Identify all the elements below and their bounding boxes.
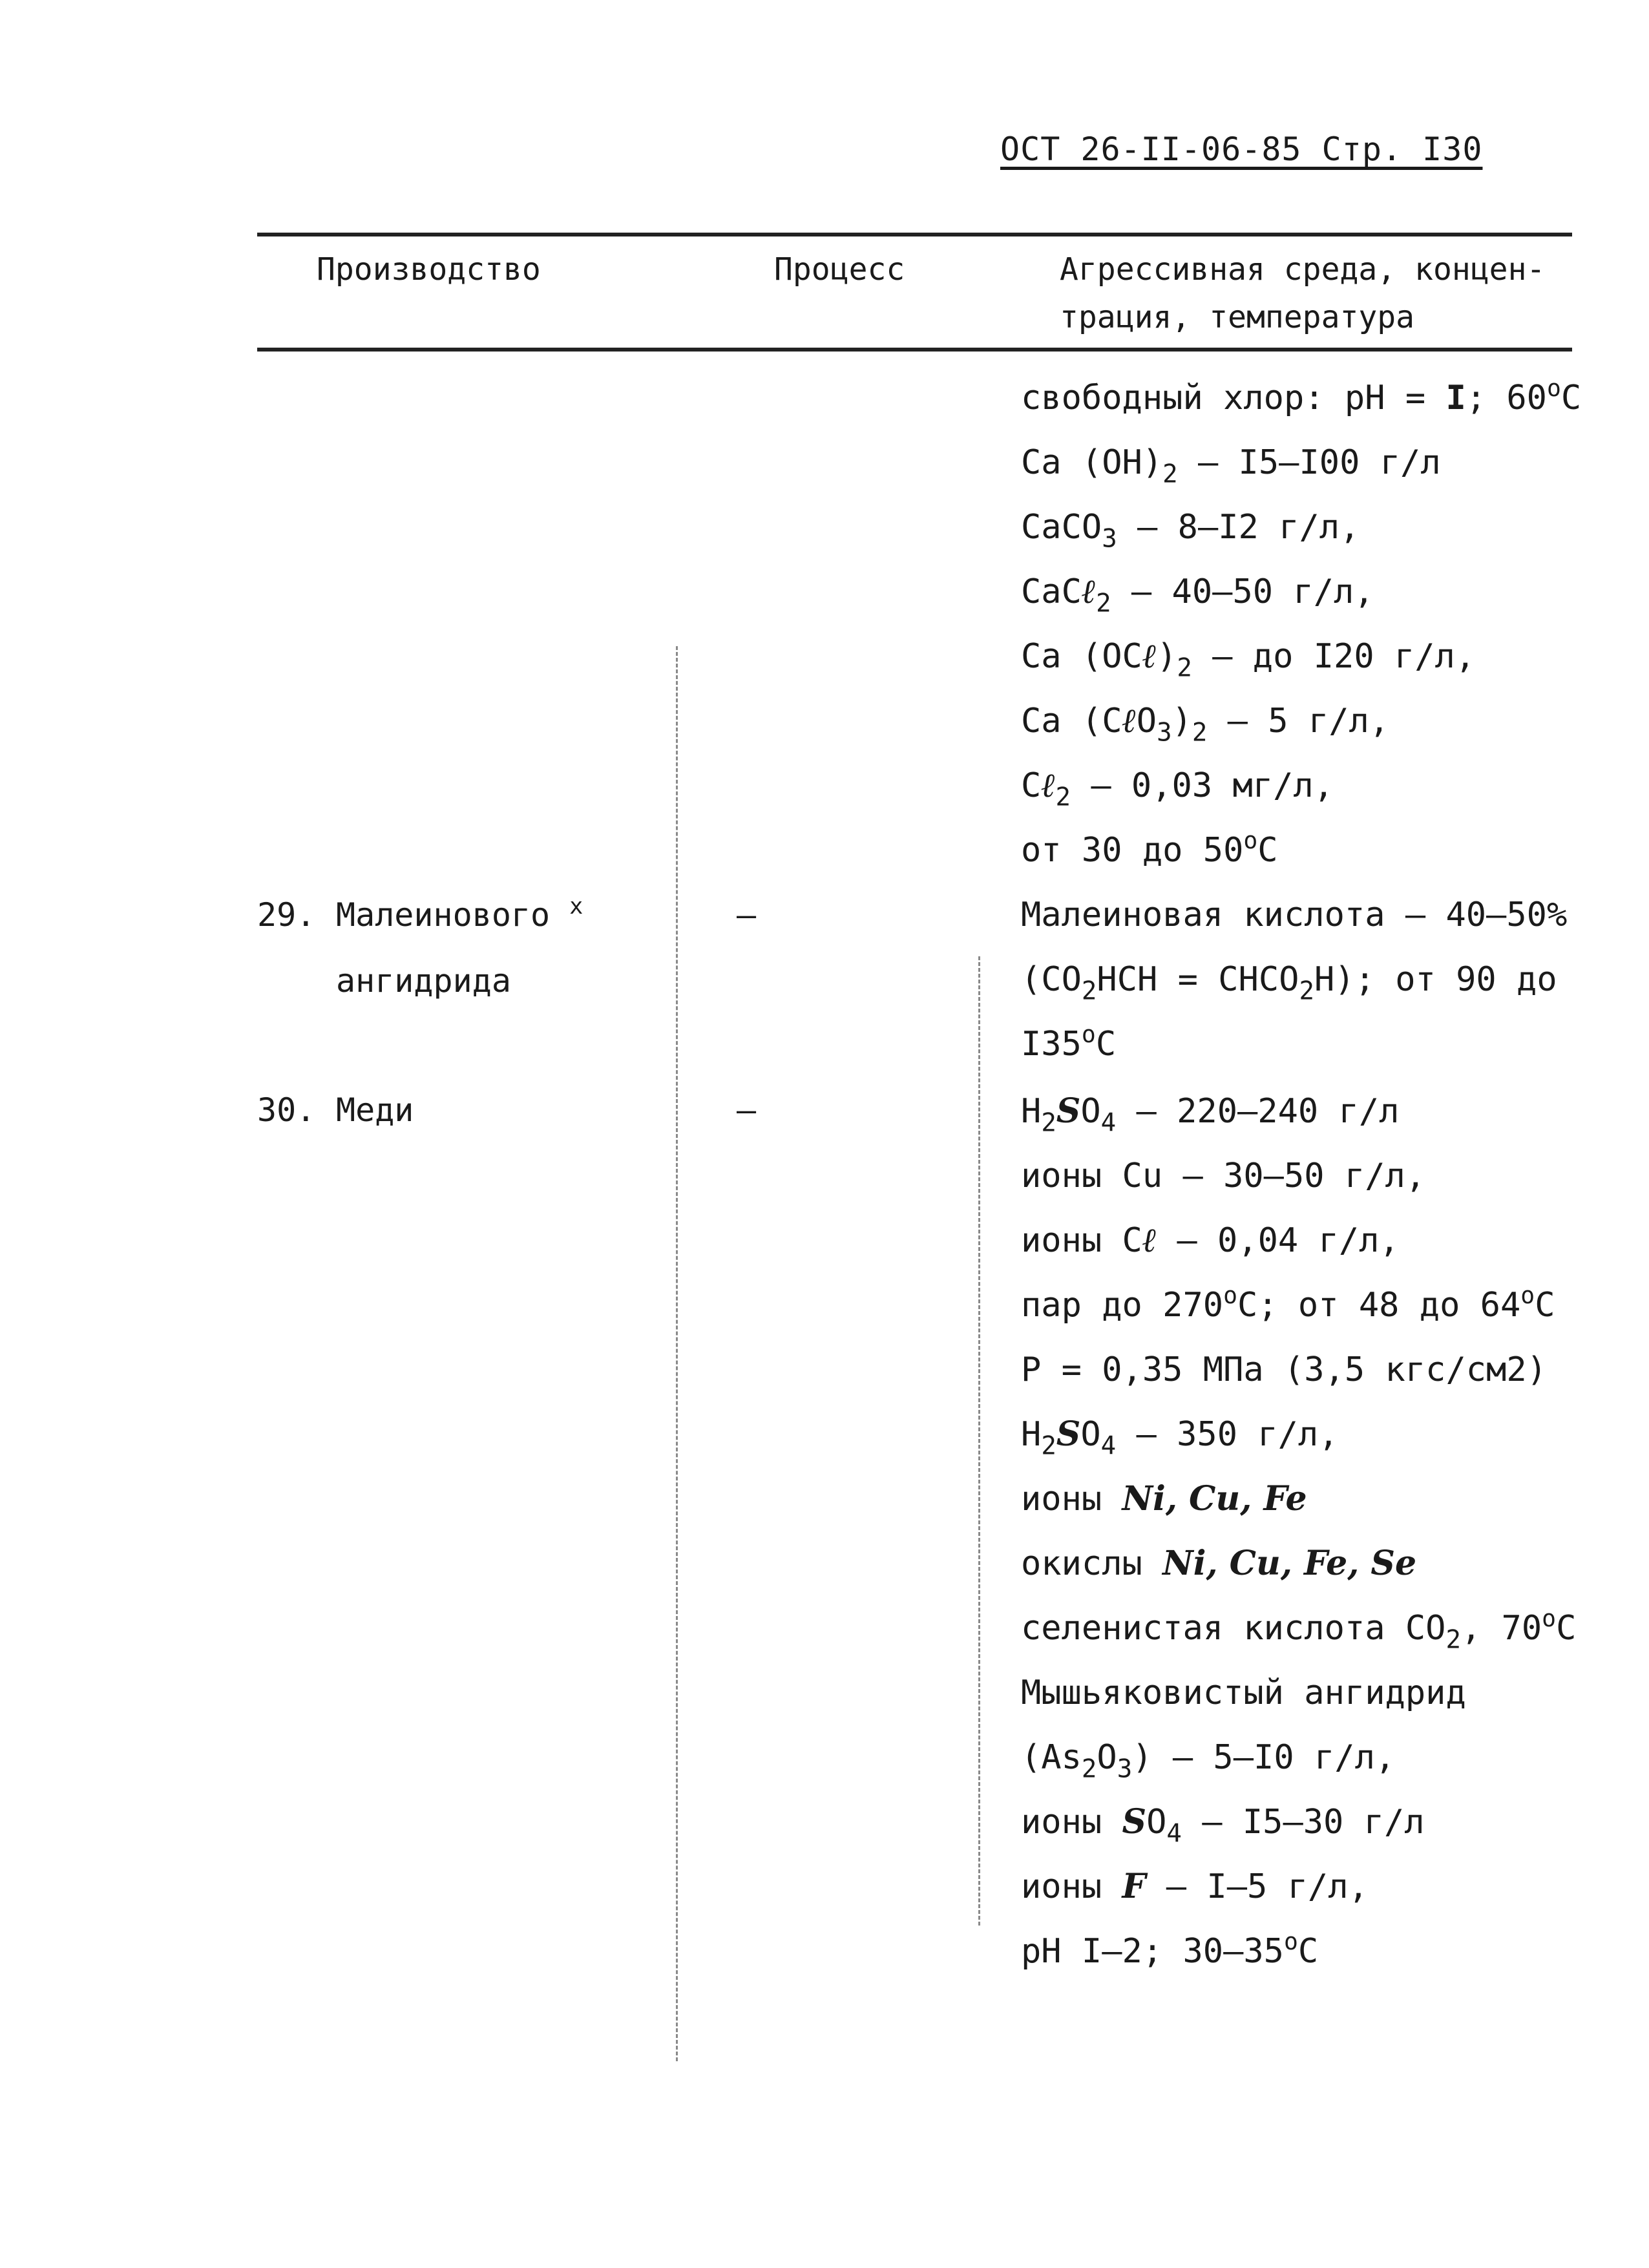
row-number: 29. [257,896,316,934]
env-line: свободный хлор: pH = I; 60$^o$C [1021,373,1582,417]
column-header-process: Процесс [774,251,905,288]
env-line: CaCℓ$_2$ – 40–50 г/л, [1021,572,1374,618]
page-header [1000,131,1482,168]
env-line: ионы Ni, Cu, Fe [1021,1479,1307,1518]
process-value: – [737,1091,757,1129]
env-line: pH I–2; 30–35$^o$C [1021,1927,1319,1971]
env-line: ионы F – I–5 г/л, [1021,1867,1369,1906]
env-line: окислы Ni, Cu, Fe, Se [1021,1544,1417,1583]
env-line: селенистая кислота $CO_2$, 70$^o$C [1021,1604,1577,1655]
env-line: $(As_2O_3) - 5-I0$ г/л, [1021,1738,1396,1784]
process-value: – [737,896,757,934]
env-line: P = 0,35 МПа (3,5 кгс/см2) [1021,1350,1547,1389]
env-line: Ca $(C\ell O_3)_2 - 5$ г/л, [1021,701,1390,748]
env-line: пар до 270$^o$C; от 48 до 64$^o$C [1021,1281,1555,1325]
env-line: ионы $SO_4 - I5-30$ г/л [1021,1802,1425,1849]
column-separator-environment [978,956,980,1926]
production-name: Малеинового $^x$ [336,893,583,934]
env-line: $H_2SO_4 - 350$ г/л, [1021,1414,1339,1461]
env-line: Малеиновая кислота – 40–50% [1021,896,1568,934]
column-header-production: Производство [317,251,541,288]
env-line: Cℓ$_2$ – 0,03 мг/л, [1021,766,1334,812]
env-line: Мышьяковистый ангидрид [1021,1674,1466,1712]
production-name-continued: ангидрида [336,962,511,1000]
env-line: CaCO$_3$ – 8–I2 г/л, [1021,508,1360,554]
table-header-rule [257,348,1572,352]
env-line: Ca $(OH)_2 - I5-I00$ г/л [1021,443,1441,489]
env-line: от 30 до 50$^o$C [1021,826,1278,870]
standard-reference: ОСТ 26-II-06-85 Стр. I30 [1000,131,1483,168]
row-number: 30. [257,1091,316,1129]
column-header-environment-2: трация, температура [1060,299,1415,335]
env-line: $H_2SO_4 - 220-240$ г/л [1021,1091,1400,1138]
column-separator-process [676,646,678,2061]
env-line: I35$^o$C [1021,1020,1117,1064]
production-name: Меди [336,1091,414,1129]
env-line: ионы Cℓ – 0,04 г/л, [1021,1221,1400,1260]
env-line: ($CO_2HCH$ = $CHCO_2H$); от 90 до [1021,960,1557,1006]
env-line: Ca $(OC\ell)_2$ – до I20 г/л, [1021,636,1476,683]
table-top-rule [257,233,1572,236]
footnote-mark: x [569,893,583,919]
column-header-environment-1: Агрессивная среда, концен- [1060,251,1546,288]
env-line: ионы Cu – 30–50 г/л, [1021,1157,1426,1195]
